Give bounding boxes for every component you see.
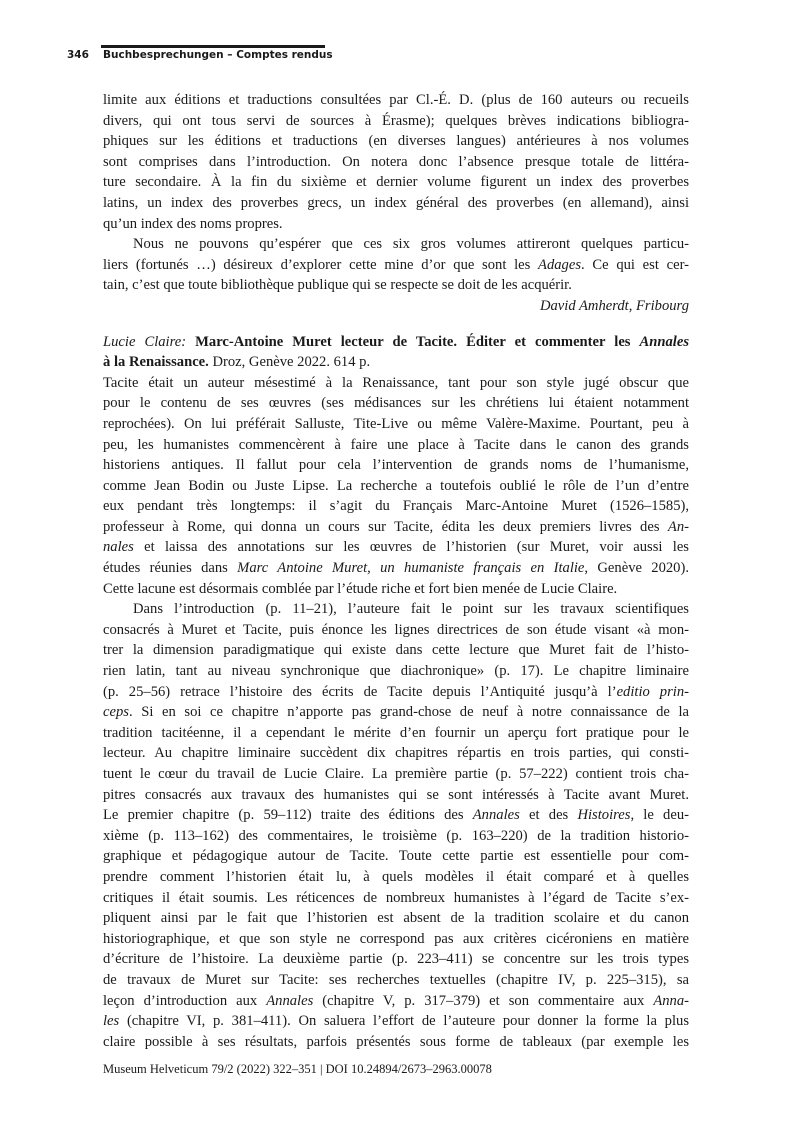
text-run: ture secondaire. À la fin du sixième et dernier volume figurent un index des proverbes <box>103 174 689 191</box>
text-run: eux pendant très longtemps: il s’agit du Français Marc-Antoine Muret (1526–1585), <box>103 498 689 515</box>
text-line <box>103 805 689 826</box>
text-run: (p. 25–56) retrace l’histoire des écrits de Tacite depuis l’Antiquité jusqu’à l’ <box>103 683 617 700</box>
text-line <box>103 867 689 888</box>
text-run: lecteur. Au chapitre liminaire succèdent dix chapitres répartis en trois parties, qui consti- <box>103 745 689 762</box>
text-line <box>103 846 689 867</box>
text-line <box>103 826 689 847</box>
text-run: David Amherdt, Fribourg <box>539 297 689 314</box>
text-line <box>103 517 689 538</box>
text-line <box>103 537 689 558</box>
text-run: Nous ne pouvons qu’espérer que ces six gros volumes attireront quelques particu- <box>133 236 689 253</box>
text-run: limite aux éditions et traductions consultées par Cl.-É. D. (plus de 160 auteurs ou recueils <box>103 92 689 108</box>
text-run: Marc-Antoine Muret lecteur de Tacite. Éditer et commenter les <box>195 333 640 350</box>
text-line <box>103 455 689 476</box>
text-run: phiques sur les éditions et traductions (en diverses langues) antérieures à nos volumes <box>103 133 689 150</box>
text-run: Annales <box>266 992 314 1009</box>
text-run: Lucie Claire: <box>103 333 187 350</box>
text-line <box>103 332 689 353</box>
text-run: divers, qui ont tous servi de sources à Érasme); quelques brèves indications bibliogra- <box>103 112 689 129</box>
text-run: Anna- <box>653 992 689 1009</box>
text-line <box>103 152 689 173</box>
text-run: graphique et pédagogique autour de Tacite. Toute cette partie est essentielle pour com- <box>103 848 689 865</box>
text-run: xième (p. 113–162) des commentaires, le troisième (p. 163–220) de la tradition historio- <box>103 827 689 844</box>
text-run: d’écriture de l’histoire. La deuxième partie (p. 223–411) se concentre sur les trois types <box>103 951 689 968</box>
text-line <box>103 214 689 235</box>
text-line <box>103 908 689 929</box>
text-run: Adages <box>538 256 582 273</box>
section-title: Buchbesprechungen – Comptes rendus <box>103 49 333 61</box>
text-run: critiques il était soumis. Les réticences de nombreux humanistes à l’égard de Tacite s’ex- <box>103 889 689 906</box>
header-rule <box>101 45 325 48</box>
text-line <box>103 111 689 132</box>
text-run: à la Renaissance. <box>103 354 209 371</box>
text-line <box>103 949 689 970</box>
text-line <box>103 90 689 111</box>
text-line <box>103 255 689 276</box>
text-line <box>103 764 689 785</box>
text-line <box>103 970 689 991</box>
text-run: pliquent ainsi par le fait que l’historien est absent de la tradition scolaire et du canon <box>103 910 689 927</box>
text-run: Annales <box>472 807 520 824</box>
text-line <box>103 785 689 806</box>
text-line <box>103 435 689 456</box>
text-line <box>103 414 689 435</box>
text-line <box>103 682 689 703</box>
text-run: et laissa des annotations sur les œuvres de l’historien (sur Muret, voir aussi les <box>133 539 689 556</box>
text-line <box>103 743 689 764</box>
paragraph <box>103 599 689 1052</box>
text-line <box>103 991 689 1012</box>
text-run: qu’un index des noms propres. <box>103 215 283 232</box>
text-run: , Genève 2020). <box>584 560 689 577</box>
text-run: Le premier chapitre (p. 59–112) traite des éditions des <box>103 807 473 824</box>
text-run: reprochées). On lui préférait Salluste, Tite-Live ou même Valère-Maxime. Pourtant, peu à <box>103 415 689 432</box>
text-run: pour le contenu de ses œuvres (ses médisances sur les chrétiens lui étaient notamment <box>103 395 689 412</box>
text-run <box>186 334 195 350</box>
text-run: peu, les humanistes commencèrent à faire une place à Tacite dans le canon des grands <box>103 436 689 453</box>
text-line <box>103 193 689 214</box>
text-run: et des <box>519 807 578 824</box>
text-run: Annales <box>639 333 690 350</box>
text-line <box>103 296 689 317</box>
text-line <box>103 599 689 620</box>
text-line <box>103 640 689 661</box>
text-run: Marc Antoine Muret, un humaniste français en Italie <box>237 560 585 577</box>
text-run: . Ce qui est cer- <box>581 256 689 273</box>
text-line <box>103 929 689 950</box>
paragraph <box>103 90 689 234</box>
paragraph <box>103 234 689 296</box>
text-line <box>103 723 689 744</box>
text-line <box>103 888 689 909</box>
text-line <box>103 476 689 497</box>
paragraph <box>103 373 689 600</box>
text-run: ceps <box>103 704 129 721</box>
text-run: nales <box>103 539 134 556</box>
text-run: pitres consacrés aux travaux des humanistes qui se sont intéressés à Tacite avant Muret. <box>103 786 689 803</box>
text-run: sont comprises dans l’introduction. On notera donc l’absence presque totale de littéra- <box>103 153 689 170</box>
text-run: les <box>103 1013 120 1030</box>
text-run: trer la dimension paradigmatique qui existe dans cette lecture que Muret fait de l’histo- <box>103 642 689 659</box>
text-run: études réunies dans <box>103 560 238 577</box>
text-run: consacrés à Muret et Tacite, puis énonce les lignes directrices de son étude visant «à mon- <box>103 621 689 638</box>
text-run: (chapitre VI, p. 381–411). On saluera l’effort de l’auteure pour donner la forme la plus <box>119 1013 689 1030</box>
running-header <box>67 49 333 61</box>
text-run: Tacite était un auteur mésestimé à la Renaissance, tant pour son style jugé obscur que <box>103 374 689 391</box>
text-line <box>103 496 689 517</box>
review-heading <box>103 332 689 373</box>
text-line <box>103 558 689 579</box>
text-run: tradition tacitéenne, il a cependant le mérite d’en fournir un aperçu fort pratique pour le <box>103 724 689 741</box>
text-run: liers (fortunés …) désireux d’explorer cette mine d’or que sont les <box>103 256 539 273</box>
text-line <box>103 1032 689 1053</box>
page-body <box>103 90 689 1052</box>
text-run: de travaux de Muret sur Tacite: ses recherches textuelles (chapitre IV, p. 225–315), sa <box>103 971 689 988</box>
page-number: 346 <box>67 49 89 61</box>
text-run: . Si en soi ce chapitre n’apporte pas grand-chose de neuf à notre connaissance de la <box>128 704 689 721</box>
text-run: (chapitre V, p. 317–379) et son commentaire aux <box>313 992 654 1009</box>
text-line <box>103 275 689 296</box>
text-run: comme Jean Bodin ou Juste Lipse. La recherche a toutefois oublié le rôle de l’un d’entre <box>103 477 689 494</box>
text-run: rien latin, tant au niveau synchronique que diachronique» (p. 17). Le chapitre liminaire <box>103 663 689 680</box>
text-line <box>103 234 689 255</box>
text-run: tuent le cœur du travail de Lucie Claire. La première partie (p. 57–222) contient trois cha- <box>103 766 689 782</box>
text-run: tain, c’est que toute bibliothèque publique qui se respecte se doit de les acquérir. <box>103 277 572 294</box>
text-run: prendre comment l’historien était lu, à quels modèles il était comparé et à quelles <box>103 868 689 885</box>
text-run: An- <box>667 518 689 535</box>
text-run: Dans l’introduction (p. 11–21), l’auteure fait le point sur les travaux scientifiques <box>133 601 689 618</box>
text-run: latins, un index des proverbes grecs, un index général des proverbes (en allemand), ainsi <box>103 194 689 211</box>
text-line <box>103 620 689 641</box>
text-line <box>103 352 689 373</box>
text-run: Droz, Genève 2022. 614 p. <box>208 354 371 371</box>
reviewer-signature <box>103 296 689 317</box>
text-run: editio prin- <box>616 683 689 700</box>
block-gap <box>103 317 689 332</box>
text-line <box>103 131 689 152</box>
text-run: historiographique, et que son style ne correspond pas aux critères cicéroniens en matière <box>103 930 689 947</box>
text-line <box>103 373 689 394</box>
text-run: claire possible à ses résultats, parfois présentés sous forme de tableaux (par exemple les <box>103 1033 689 1050</box>
text-line <box>103 172 689 193</box>
text-run: leçon d’introduction aux <box>103 992 267 1009</box>
text-run: professeur à Rome, qui donna un cours sur Tacite, édita les deux premiers livres des <box>103 518 668 535</box>
text-run: Cette lacune est désormais comblée par l’étude riche et fort bien menée de Lucie Claire. <box>103 580 618 597</box>
text-line <box>103 393 689 414</box>
text-line <box>103 579 689 600</box>
text-line <box>103 1011 689 1032</box>
footer-citation: Museum Helveticum 79/2 (2022) 322–351 | DOI 10.24894/2673–2963.00078 <box>103 1062 492 1076</box>
text-line <box>103 661 689 682</box>
text-run: historiens antiques. Il fallut pour cela l’intervention de grands noms de l’humanisme, <box>103 457 689 474</box>
text-run: , le deu- <box>630 807 689 824</box>
text-line <box>103 702 689 723</box>
text-run: Histoires <box>577 807 631 824</box>
